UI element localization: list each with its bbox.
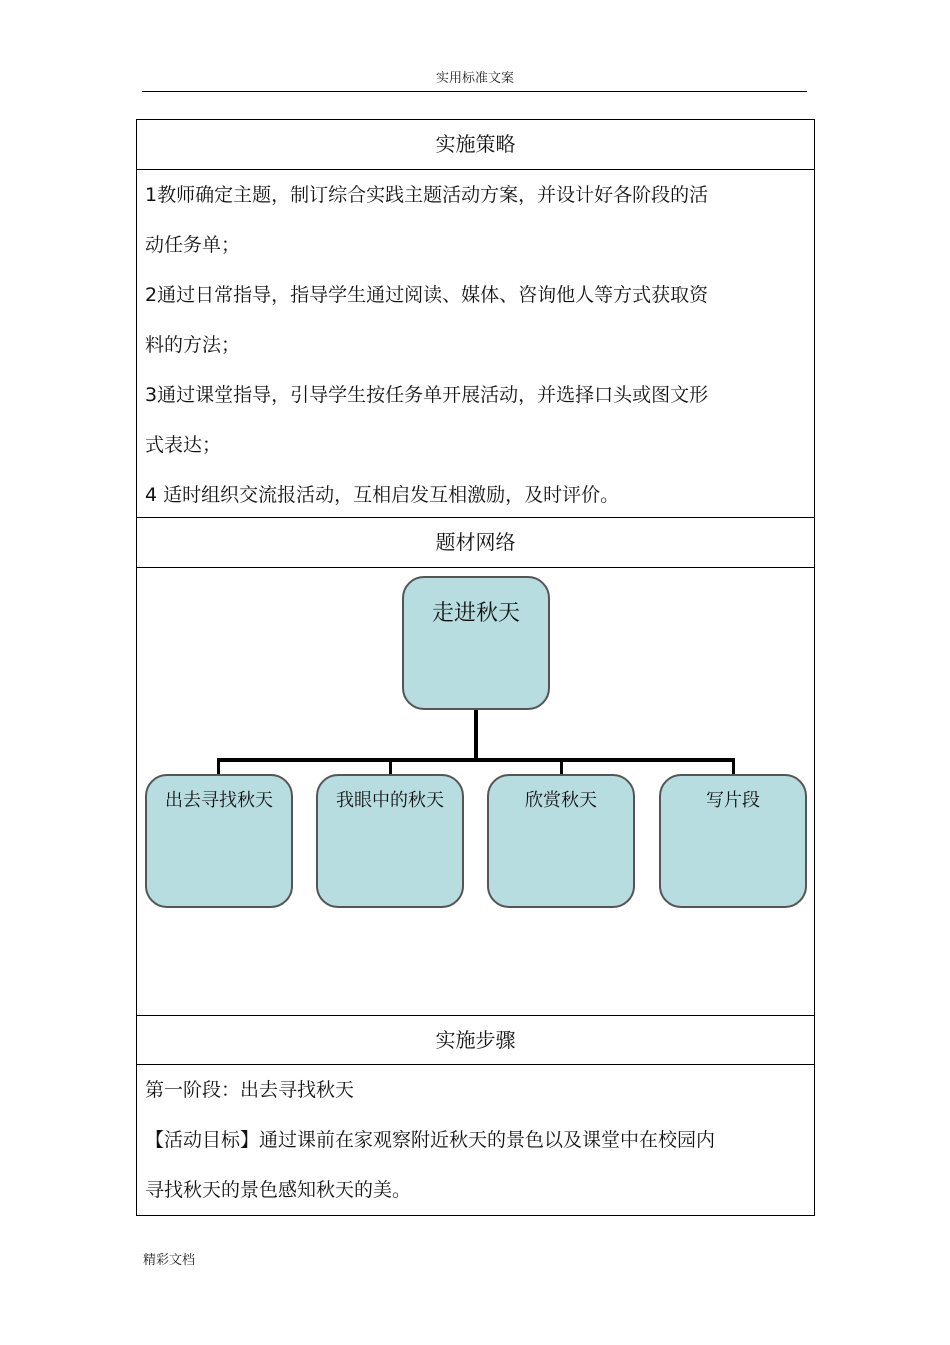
topic-network-diagram <box>137 568 814 1016</box>
strategy-line: 式表达； <box>145 434 222 456</box>
strategy-line: 1教师确定主题，制订综合实践主题活动方案，并设计好各阶段的活 <box>145 184 709 206</box>
strategy-title: 实施策略 <box>137 120 814 170</box>
strategy-line: 动任务单； <box>145 234 241 256</box>
child-node: 我眼中的秋天 <box>316 774 464 908</box>
child-node: 欣赏秋天 <box>487 774 635 908</box>
plan-table <box>136 119 815 1216</box>
header-divider <box>142 91 807 92</box>
steps-title: 实施步骤 <box>137 1016 814 1065</box>
strategy-line: 料的方法； <box>145 334 241 356</box>
page-footer: 精彩文档 <box>143 1253 196 1268</box>
strategy-line: 3通过课堂指导，引导学生按任务单开展活动，并选择口头或图文形 <box>145 384 709 406</box>
strategy-line: 4 适时组织交流报活动，互相启发互相激励，及时评价。 <box>145 484 620 506</box>
child-node: 出去寻找秋天 <box>145 774 293 908</box>
network-title: 题材网络 <box>137 518 814 568</box>
child-node: 写片段 <box>659 774 807 908</box>
steps-body <box>137 1065 814 1215</box>
strategy-body <box>137 170 814 518</box>
strategy-line: 2通过日常指导，指导学生通过阅读、媒体、咨询他人等方式获取资 <box>145 284 709 306</box>
steps-line: 【活动目标】通过课前在家观察附近秋天的景色以及课堂中在校园内 <box>145 1129 716 1151</box>
page-header: 实用标准文案 <box>435 71 514 86</box>
root-node: 走进秋天 <box>402 576 550 710</box>
connector-horizontal <box>217 758 734 762</box>
steps-line: 寻找秋天的景色感知秋天的美。 <box>145 1179 412 1201</box>
steps-line: 第一阶段：出去寻找秋天 <box>145 1079 355 1101</box>
connector-vertical <box>474 710 478 760</box>
